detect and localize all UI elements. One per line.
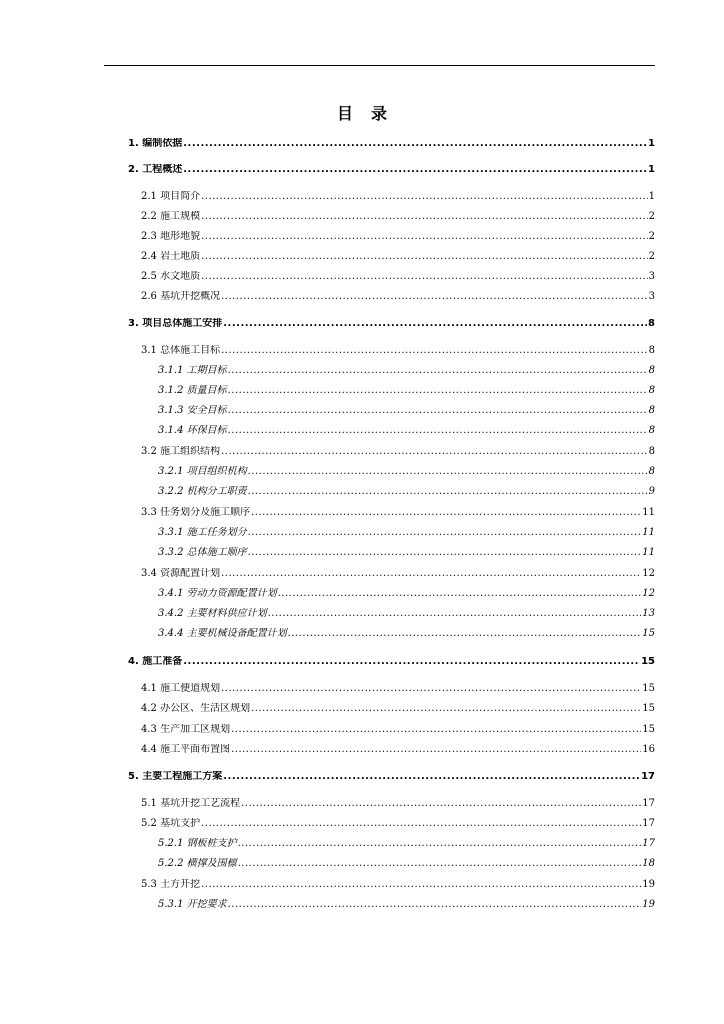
toc-entry[interactable] <box>128 138 655 151</box>
toc-entry-label: 3.3 任务划分及施工顺序 <box>141 507 251 518</box>
toc-entry-label: 3.2.2 机构分工职责 <box>158 486 247 497</box>
toc-entry-label: 2.1 项目简介 <box>141 191 201 202</box>
toc-entry-page: 18 <box>642 858 655 869</box>
toc-entry[interactable] <box>141 724 655 737</box>
toc-entry-label: 3.1 总体施工目标 <box>141 345 221 356</box>
leader-dots <box>228 405 648 417</box>
toc-entry-page: 8 <box>648 446 655 457</box>
toc-entry-page: 2 <box>648 231 655 242</box>
toc-entry-page: 8 <box>648 385 655 396</box>
leader-dots <box>278 588 642 600</box>
toc-entry-label: 4.3 生产加工区规划 <box>141 724 231 735</box>
toc-entry-page: 3 <box>648 291 655 302</box>
toc-entry-label: 1. 编制依据 <box>128 138 183 149</box>
toc-entry-label: 2.5 水文地质 <box>141 271 201 282</box>
toc-entry[interactable] <box>158 385 655 398</box>
toc-entry-label: 2.4 岩土地质 <box>141 251 201 262</box>
toc-entry[interactable] <box>141 345 655 358</box>
toc-entry-label: 5.1 基坑开挖工艺流程 <box>141 798 241 809</box>
toc-entry-label: 3.4.4 主要机械设备配置计划 <box>158 628 287 639</box>
leader-dots <box>201 879 641 891</box>
toc-entry-page: 16 <box>642 744 655 755</box>
leader-dots <box>248 466 648 478</box>
toc-entry[interactable] <box>158 838 655 851</box>
toc-entry-label: 3.1.3 安全目标 <box>158 405 227 416</box>
leader-dots <box>201 271 648 283</box>
toc-entry[interactable] <box>141 568 655 581</box>
leader-dots <box>228 899 642 911</box>
leader-dots <box>251 507 641 519</box>
toc-entry-label: 3.4 资源配置计划 <box>141 568 221 579</box>
toc-entry[interactable] <box>158 425 655 438</box>
leader-dots <box>183 164 647 176</box>
toc-entry-label: 4.1 施工便道规划 <box>141 683 221 694</box>
toc-entry-page: 12 <box>642 568 655 579</box>
leader-dots <box>228 365 648 377</box>
toc-entry-page: 17 <box>642 798 655 809</box>
leader-dots <box>201 191 648 203</box>
toc-entry[interactable] <box>158 527 655 540</box>
toc-entry-page: 11 <box>642 507 655 518</box>
toc-entry-label: 3.2.1 项目组织机构 <box>158 466 247 477</box>
toc-entry-label: 3.1.2 质量目标 <box>158 385 227 396</box>
toc-entry[interactable] <box>158 899 655 912</box>
toc-entry-page: 15 <box>642 724 655 735</box>
toc-entry-label: 4. 施工准备 <box>128 656 183 667</box>
toc-entry[interactable] <box>158 858 655 871</box>
toc-entry[interactable] <box>141 251 655 264</box>
toc-entry-label: 5.2 基坑支护 <box>141 818 201 829</box>
toc-entry-page: 19 <box>642 899 655 910</box>
toc-entry[interactable] <box>158 365 655 378</box>
toc-entry[interactable] <box>128 656 655 669</box>
toc-entry[interactable] <box>158 588 655 601</box>
toc-entry[interactable] <box>158 608 655 621</box>
toc-entry[interactable] <box>141 271 655 284</box>
toc-entry[interactable] <box>141 744 655 757</box>
toc-entry-page: 8 <box>648 318 655 329</box>
toc-entry-label: 3. 项目总体施工安排 <box>128 318 223 329</box>
leader-dots <box>251 703 641 715</box>
toc-entry-label: 3.1.4 环保目标 <box>158 425 227 436</box>
toc-entry[interactable] <box>158 466 655 479</box>
toc-entry-page: 13 <box>642 608 655 619</box>
toc-entry-page: 15 <box>642 628 655 639</box>
toc-entry[interactable] <box>158 405 655 418</box>
toc-entry-label: 2.2 施工规模 <box>141 211 201 222</box>
toc-entry-page: 1 <box>648 138 655 149</box>
toc-entry[interactable] <box>128 771 655 784</box>
toc-entry-label: 3.3.2 总体施工顺序 <box>158 547 247 558</box>
toc-entry-page: 11 <box>642 547 655 558</box>
toc-entry-label: 3.1.1 工期目标 <box>158 365 227 376</box>
toc-entry-page: 8 <box>648 466 655 477</box>
leader-dots <box>223 318 647 330</box>
toc-entry[interactable] <box>158 628 655 641</box>
leader-dots <box>238 858 642 870</box>
toc-entry-page: 1 <box>648 191 655 202</box>
leader-dots <box>231 744 641 756</box>
toc-entry-label: 5. 主要工程施工方案 <box>128 771 223 782</box>
toc-entry-page: 8 <box>648 365 655 376</box>
toc-entry-page: 2 <box>648 211 655 222</box>
toc-entry-page: 9 <box>648 486 655 497</box>
leader-dots <box>221 683 641 695</box>
leader-dots <box>248 527 642 539</box>
title-part-2: 录 <box>371 104 388 123</box>
toc-entry-page: 15 <box>642 703 655 714</box>
toc-entry-label: 5.3 土方开挖 <box>141 879 201 890</box>
toc-entry[interactable] <box>141 191 655 204</box>
toc-entry-page: 17 <box>642 838 655 849</box>
leader-dots <box>241 798 641 810</box>
leader-dots <box>201 231 648 243</box>
toc-entry[interactable] <box>141 211 655 224</box>
toc-entry-page: 11 <box>642 527 655 538</box>
toc-entry-page: 2 <box>648 251 655 262</box>
toc-entry-page: 15 <box>641 656 655 667</box>
toc-entry[interactable] <box>141 683 655 696</box>
toc-entry[interactable] <box>141 798 655 811</box>
toc-entry[interactable] <box>141 291 655 304</box>
toc-entry-label: 3.3.1 施工任务划分 <box>158 527 247 538</box>
toc-entry[interactable] <box>141 231 655 244</box>
toc-entry-page: 8 <box>648 405 655 416</box>
toc-entry-page: 1 <box>648 164 655 175</box>
toc-entry-label: 2. 工程概述 <box>128 164 183 175</box>
leader-dots <box>183 138 647 150</box>
title-part-1: 目 <box>336 104 353 123</box>
toc-entry-label: 2.6 基坑开挖概况 <box>141 291 221 302</box>
toc-entry-label: 5.3.1 开挖要求 <box>158 899 227 910</box>
toc-entry[interactable] <box>141 507 655 520</box>
toc-entry-label: 5.2.1 钢板桩支护 <box>158 838 237 849</box>
toc-entry-page: 15 <box>642 683 655 694</box>
toc-entry-label: 4.4 施工平面布置图 <box>141 744 231 755</box>
leader-dots <box>248 486 648 498</box>
toc-entry-page: 19 <box>642 879 655 890</box>
leader-dots <box>183 656 640 668</box>
toc-entry[interactable] <box>158 547 655 560</box>
leader-dots <box>228 425 648 437</box>
toc-entry-page: 3 <box>648 271 655 282</box>
leader-dots <box>201 818 641 830</box>
leader-dots <box>221 291 648 303</box>
toc-entry-page: 17 <box>641 771 655 782</box>
toc-entry[interactable] <box>141 446 655 459</box>
leader-dots <box>268 608 642 620</box>
toc-entry[interactable] <box>128 318 655 331</box>
toc-entry[interactable] <box>158 486 655 499</box>
leader-dots <box>238 838 642 850</box>
toc-entry-page: 8 <box>648 345 655 356</box>
leader-dots <box>221 446 648 458</box>
toc-entry[interactable] <box>128 164 655 177</box>
leader-dots <box>223 771 640 783</box>
leader-dots <box>248 547 642 559</box>
toc-entry-page: 8 <box>648 425 655 436</box>
toc-entry-label: 4.2 办公区、生活区规划 <box>141 703 251 714</box>
toc-entry-label: 2.3 地形地貌 <box>141 231 201 242</box>
leader-dots <box>201 251 648 263</box>
leader-dots <box>228 385 648 397</box>
leader-dots <box>288 628 642 640</box>
toc-entry-label: 3.4.1 劳动力资源配置计划 <box>158 588 277 599</box>
toc-entry-page: 17 <box>642 818 655 829</box>
toc-entry[interactable] <box>141 879 655 892</box>
leader-dots <box>201 211 648 223</box>
leader-dots <box>231 724 641 736</box>
toc-entry[interactable] <box>141 703 655 716</box>
toc-entry[interactable] <box>141 818 655 831</box>
toc-entry-label: 5.2.2 横撑及围檩 <box>158 858 237 869</box>
toc-entry-label: 3.4.2 主要材料供应计划 <box>158 608 267 619</box>
toc-entry-page: 12 <box>642 588 655 599</box>
leader-dots <box>221 568 641 580</box>
leader-dots <box>221 345 648 357</box>
toc-entry-label: 3.2 施工组织结构 <box>141 446 221 457</box>
